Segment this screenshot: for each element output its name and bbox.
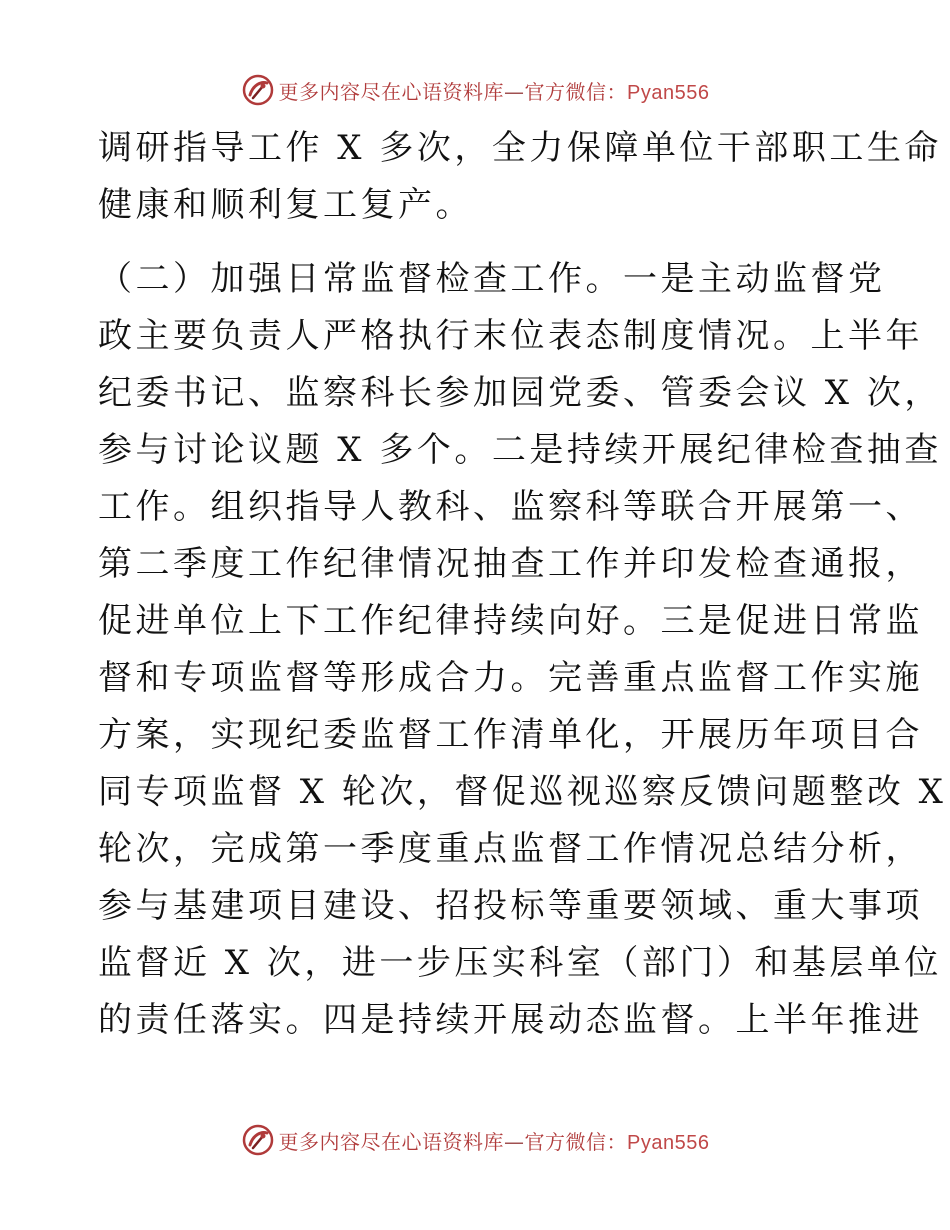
watermark-official: 官方微信：	[524, 79, 628, 104]
watermark-text	[279, 1126, 710, 1155]
watermark-account: Pyan556	[627, 1131, 710, 1154]
text-line: （二）加强日常监督检查工作。一是主动监督党	[98, 259, 886, 299]
text-line: 的责任落实。四是持续开展动态监督。上半年推进	[98, 1000, 923, 1040]
text-line: 同专项监督 X 轮次，督促巡视巡察反馈问题整改 X	[98, 772, 947, 812]
text-line: 参与讨论议题 X 多个。二是持续开展纪律检查抽查	[98, 430, 942, 470]
header-watermark	[0, 70, 950, 110]
text-line: 调研指导工作 X 多次，全力保障单位干部职工生命	[98, 128, 942, 168]
paragraph-2	[98, 251, 947, 1049]
text-line: 监督近 X 次，进一步压实科室（部门）和基层单位	[98, 943, 942, 983]
watermark-main: 更多内容尽在心语资料库	[278, 79, 505, 104]
document-body	[98, 120, 947, 1049]
watermark-official: 官方微信：	[524, 1129, 628, 1154]
text-line: 方案，实现纪委监督工作清单化，开展历年项目合	[98, 715, 923, 755]
text-line: 参与基建项目建设、招投标等重要领域、重大事项	[98, 886, 923, 926]
footer-watermark	[0, 1120, 950, 1160]
brand-logo-icon	[241, 73, 275, 107]
brand-logo-icon	[241, 1123, 275, 1157]
watermark-text	[279, 76, 710, 105]
watermark-account: Pyan556	[627, 81, 710, 104]
text-line: 促进单位上下工作纪律持续向好。三是促进日常监	[98, 601, 923, 641]
text-line: 轮次，完成第一季度重点监督工作情况总结分析，	[98, 829, 923, 869]
text-line: 政主要负责人严格执行末位表态制度情况。上半年	[98, 316, 923, 356]
paragraph-1	[98, 120, 942, 234]
text-line: 第二季度工作纪律情况抽查工作并印发检查通报，	[98, 544, 923, 584]
watermark-main: 更多内容尽在心语资料库	[278, 1129, 505, 1154]
text-line: 督和专项监督等形成合力。完善重点监督工作实施	[98, 658, 923, 698]
watermark-dash: —	[504, 79, 525, 104]
text-line: 工作。组织指导人教科、监察科等联合开展第一、	[98, 487, 923, 527]
watermark-dash: —	[504, 1129, 525, 1154]
text-line: 纪委书记、监察科长参加园党委、管委会议 X 次，	[98, 373, 942, 413]
text-line: 健康和顺利复工复产。	[98, 185, 473, 225]
